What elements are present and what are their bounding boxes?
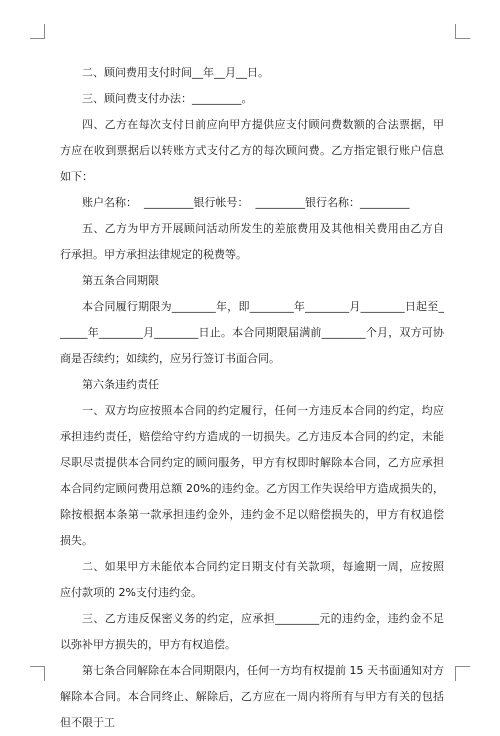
bank-account-info: 账户名称： _________银行帐号： _________银行名称：_________ [82, 196, 410, 209]
clause-payment-method: 三、顾问费支付办法：_________。 [82, 92, 253, 105]
clause-breach-general: 一、双方均应按照本合同的约定履行，任何一方违反本合同的约定，均应承担违约责任，赔偿给守约方造成的一切损失。乙方违反本合同的约定，未能尽职尽责提供本合同约定的顾问服务，甲方有权即时解除本合同，乙方应承担本合同约定顾问费用总额 20%的违约金。乙方因工作失误给甲方造成损失的，除按根据本条第一款承担违约金外，违约金不足以赔偿损失的，甲方有权追偿损失。 [60, 404, 444, 547]
document-body [60, 60, 444, 736]
section-heading-breach-liability: 第六条违约责任 [82, 378, 159, 391]
page-corner-mark-bottom-left [30, 666, 45, 681]
clause-travel-expenses: 五、乙方为甲方开展顾问活动所发生的差旅费用及其他相关费用由乙方自行承担。甲方承担法律规定的税费等。 [60, 222, 444, 261]
clause-confidentiality-breach: 三、乙方违反保密义务的约定，应承担________元的违约金，违约金不足以弥补甲方损失的，甲方有权追偿。 [60, 612, 444, 651]
clause-contract-termination: 第七条合同解除在本合同期限内，任何一方均有权提前 15 天书面通知对方解除本合同。本合同终止、解除后，乙方应在一周内将所有与甲方有关的包括但不限于工 [60, 664, 444, 729]
clause-invoice-and-transfer: 四、乙方在每次支付日前应向甲方提供应支付顾问费数额的合法票据，甲方应在收到票据后以转账方式支付乙方的每次顾问费。乙方指定银行账户信息如下： [60, 118, 444, 183]
clause-contract-term: 本合同履行期限为________年，即________年________月________日起至______年________月________日止。本合同期限届满前________个月，双方可协商是否续约；如续约，应另行签订书面合同。 [60, 300, 444, 365]
page-corner-mark-top-right [455, 24, 470, 39]
page-corner-mark-bottom-right [455, 666, 470, 681]
section-heading-contract-term: 第五条合同期限 [82, 274, 159, 287]
page-corner-mark-top-left [30, 24, 45, 39]
clause-late-payment-penalty: 二、如果甲方未能依本合同约定日期支付有关款项，每逾期一周，应按照应付款项的 2%支付违约金。 [60, 560, 444, 599]
clause-payment-time: 二、顾问费用支付时间__年__月__日。 [82, 66, 269, 79]
